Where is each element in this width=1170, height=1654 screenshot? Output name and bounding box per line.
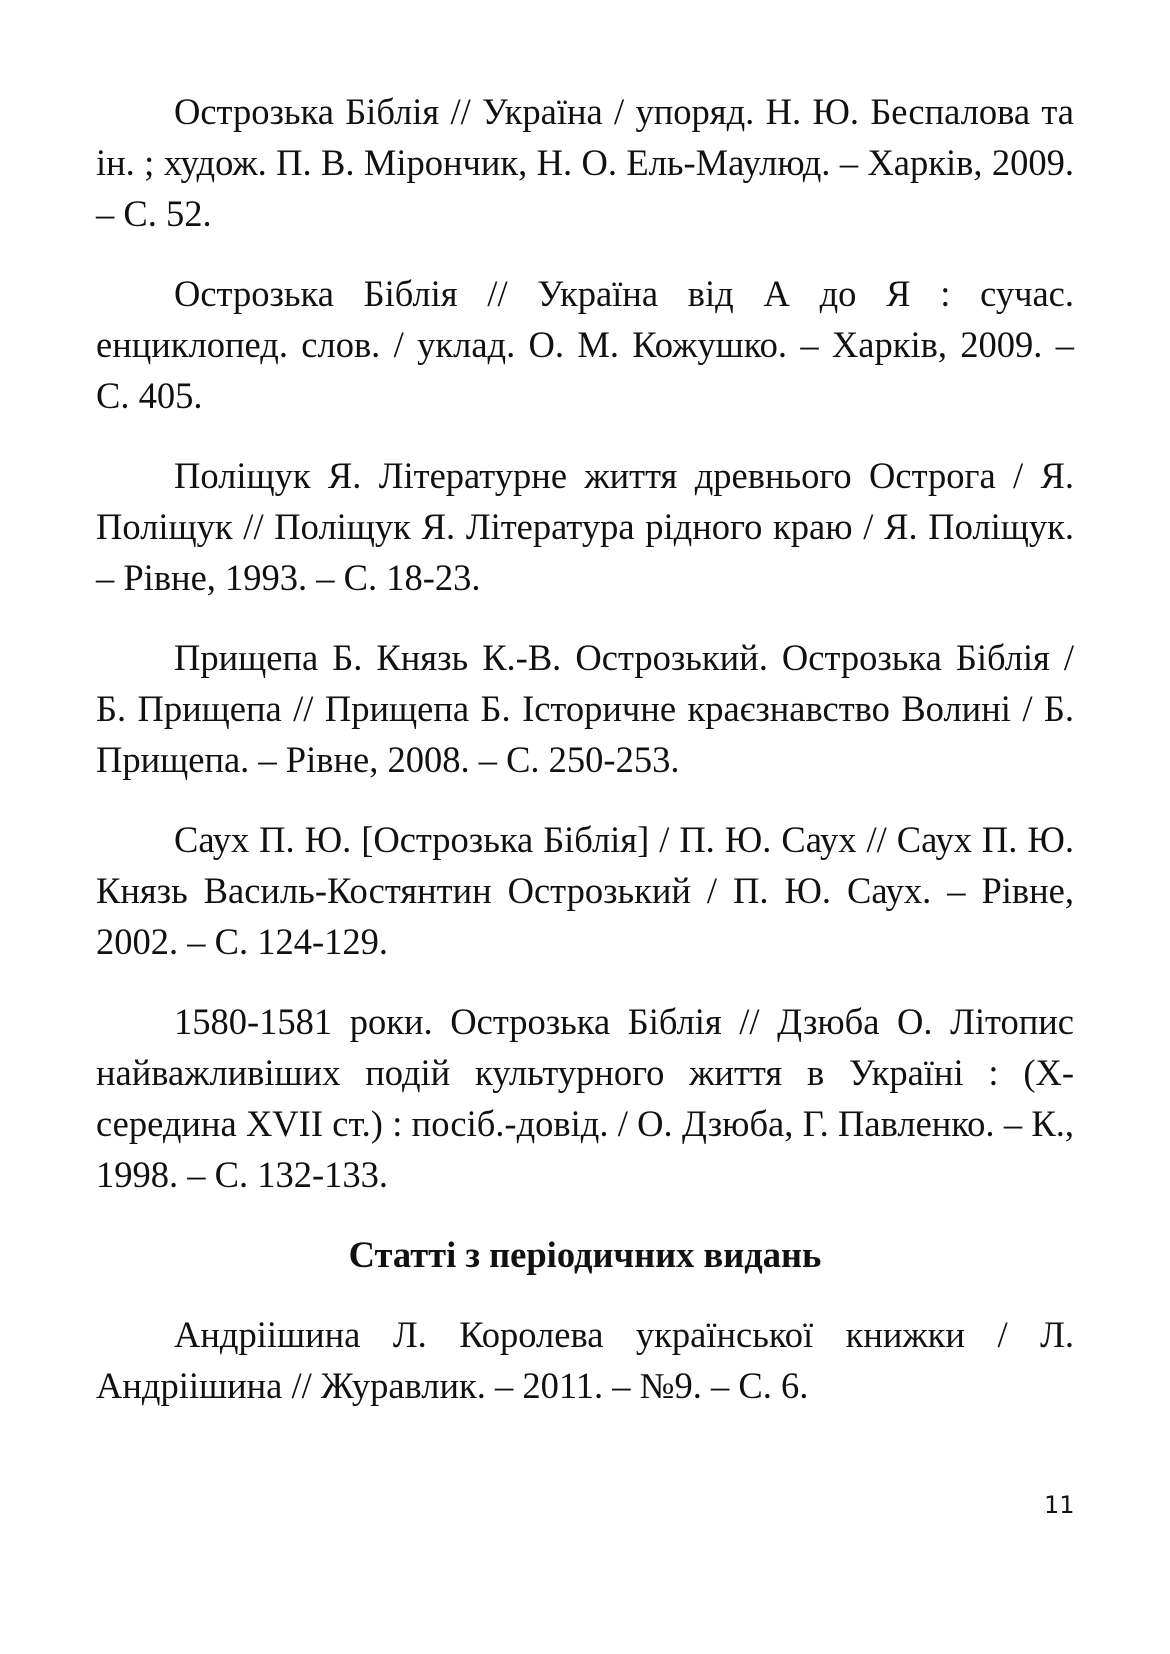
bibliography-entry: Острозька Біблія // Україна / упоряд. Н. Ю. Беспалова та ін. ; худож. П. В. Мірончик, Н. О. Ель-Маулюд. – Харків, 2009. – С. 52. [96,91,1074,234]
bibliography-entry: Поліщук Я. Літературне життя древнього Острога / Я. Поліщук // Поліщук Я. Література рідного краю / Я. Поліщук. – Рівне, 1993. – С. 18-23. [96,455,1074,598]
bibliography-entry: Саух П. Ю. [Острозька Біблія] / П. Ю. Саух // Саух П. Ю. Князь Василь-Костянтин Острозький / П. Ю. Саух. – Рівне, 2002. – С. 124-129. [96,819,1074,962]
bibliography-page [96,86,1074,1440]
bibliography-entry: 1580-1581 роки. Острозька Біблія // Дзюба О. Літопис найважливіших подій культурного життя в Україні : (Х-середина XVII ст.) : посіб.-довід. / О. Дзюба, Г. Павленко. – К., 1998. – С. 132-133. [96,1001,1074,1195]
bibliography-entry: Прищепа Б. Князь К.-В. Острозький. Острозька Біблія / Б. Прищепа // Прищепа Б. Історичне краєзнавство Волині / Б. Прищепа. – Рівне, 2008. – С. 250-253. [96,637,1074,780]
bibliography-entry: Острозька Біблія // Україна від А до Я : сучас. енциклопед. слов. / уклад. О. М. Кожушко. – Харків, 2009. – С. 405. [96,273,1074,416]
bibliography-entry: Андріішина Л. Королева української книжки / Л. Андріішина // Журавлик. – 2011. – №9. – С. 6. [96,1314,1074,1406]
section-heading: Статті з періодичних видань [348,1234,822,1275]
page-number: 11 [1044,1491,1075,1519]
